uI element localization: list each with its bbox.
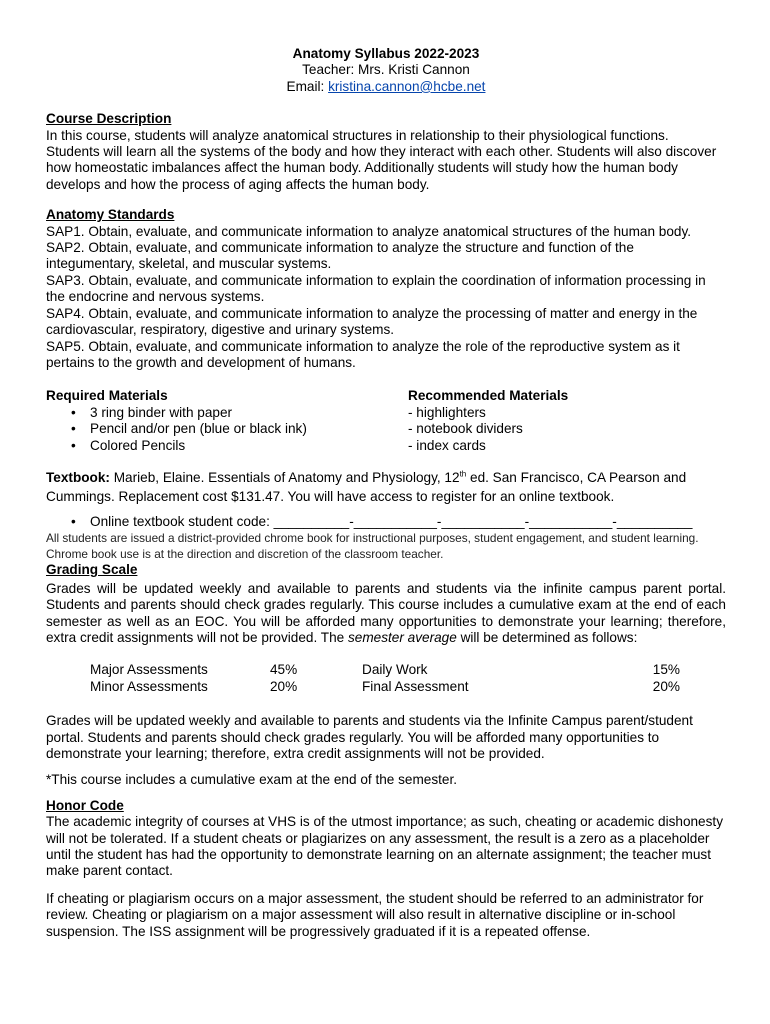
required-materials-heading: Required Materials bbox=[46, 388, 168, 404]
standards-heading: Anatomy Standards bbox=[46, 207, 175, 223]
standard-item: SAP5. Obtain, evaluate, and communicate information to analyze the role of the reproductive system as it pertains to the growth and development of humans. bbox=[46, 338, 680, 370]
list-item: • 3 ring binder with paper bbox=[90, 405, 408, 421]
honor-code-section bbox=[46, 798, 726, 940]
grading-section bbox=[46, 562, 726, 788]
textbook-citation-b: ed. San Francisco, CA Pearson and Cummings. Replacement cost $131.47. You will have access to register for an online textbook. bbox=[46, 469, 687, 504]
textbook-citation-a: Marieb, Elaine. Essentials of Anatomy and Physiology, 12 bbox=[109, 469, 460, 485]
textbook-text bbox=[46, 468, 726, 506]
list-item: • Pencil and/or pen (blue or black ink) bbox=[90, 421, 408, 437]
list-item: - highlighters bbox=[408, 404, 486, 420]
table-cell: Minor Assessments bbox=[90, 678, 208, 694]
syllabus-header bbox=[46, 46, 726, 95]
table-row bbox=[90, 662, 680, 678]
honor-code-paragraph: The academic integrity of courses at VHS is of the utmost importance; as such, cheating or academic dishonesty will not be tolerated. If a student cheats or plagiarizes on any assessment, the result is a zero as a placeholder until the student has had the opportunity to demonstrate learning on an alternate assignment; the teacher must make parent contact. bbox=[46, 814, 723, 879]
document-title: Anatomy Syllabus 2022-2023 bbox=[292, 46, 480, 61]
course-description-heading: Course Description bbox=[46, 111, 172, 127]
materials-section bbox=[46, 388, 726, 454]
list-item: - index cards bbox=[408, 437, 486, 453]
cumulative-exam-note: *This course includes a cumulative exam at the end of the semester. bbox=[46, 772, 458, 788]
chromebook-note: All students are issued a district-provided chrome book for instructional purposes, student engagement, and student learning. Chrome book use is at the direction and discretion of the classroom teacher. bbox=[46, 531, 699, 562]
email-label: Email: bbox=[286, 78, 329, 94]
table-cell: 20% bbox=[652, 678, 680, 694]
table-cell: Final Assessment bbox=[362, 678, 469, 694]
recommended-materials-heading: Recommended Materials bbox=[408, 388, 569, 404]
grading-intro bbox=[46, 581, 726, 647]
grading-heading: Grading Scale bbox=[46, 562, 138, 578]
table-cell: Major Assessments bbox=[90, 662, 208, 678]
grading-intro-end: will be determined as follows: bbox=[456, 629, 638, 645]
table-row bbox=[90, 679, 680, 695]
textbook-label: Textbook: bbox=[46, 469, 110, 485]
list-item: • Colored Pencils bbox=[90, 438, 408, 454]
email-line bbox=[46, 79, 726, 95]
required-materials-list bbox=[46, 405, 408, 454]
textbook-section bbox=[46, 468, 726, 506]
email-link[interactable]: kristina.cannon@hcbe.net bbox=[328, 78, 486, 94]
grading-intro-text: Grades will be updated weekly and available to parents and students via the infinite campus parent portal. Students and parents should check grades regularly. This course includes a cumulative exam at the end of each semester as well as an EOC. You will be afforded many opportunities to demonstrate your learning; therefore, extra credit assignments will not be provided. The bbox=[46, 580, 726, 645]
standards-section bbox=[46, 207, 726, 371]
recommended-materials bbox=[408, 388, 726, 454]
standard-item: SAP4. Obtain, evaluate, and communicate information to analyze the processing of matter and energy in the cardiovascular, respiratory, digestive and urinary systems. bbox=[46, 305, 698, 338]
table-cell: 15% bbox=[652, 662, 680, 678]
required-materials bbox=[46, 388, 408, 454]
grade-weights-table bbox=[90, 662, 680, 695]
semester-average-term: semester average bbox=[347, 629, 457, 645]
standard-item: SAP2. Obtain, evaluate, and communicate information to analyze the structure and function of the integumentary, skeletal, and muscular systems. bbox=[46, 240, 634, 272]
online-textbook-code: • Online textbook student code: __________-___________-___________-___________-__________ bbox=[90, 514, 726, 530]
honor-code-heading: Honor Code bbox=[46, 797, 124, 813]
table-cell: Daily Work bbox=[362, 662, 428, 678]
standard-item: SAP1. Obtain, evaluate, and communicate information to analyze anatomical structures of the human body. bbox=[46, 223, 692, 239]
textbook-ordinal: th bbox=[459, 469, 467, 479]
course-description-text: In this course, students will analyze anatomical structures in relationship to their physiological functions. Students will learn all the systems of the body and how they interact with each other. Students will also discover how homeostatic imbalances affect the human body. Additionally students will study how the human body develops and how the process of aging affects the human body. bbox=[46, 127, 717, 192]
grading-paragraph: Grades will be updated weekly and available to parents and students via the Infinite Campus parent/student portal. Students and parents should check grades regularly. You will be afforded many opportunities to demonstrate your learning; therefore, extra credit assignments will not be provided. bbox=[46, 713, 693, 761]
course-description-section bbox=[46, 111, 726, 193]
list-item: - notebook dividers bbox=[408, 421, 523, 437]
honor-code-paragraph: If cheating or plagiarism occurs on a major assessment, the student should be referred to an administrator for review. Cheating or plagiarism on a major assessment will also result in alternative discipline or in-school suspension. The ISS assignment will be progressively graduated if it is a repeated offense. bbox=[46, 890, 704, 939]
table-cell: 20% bbox=[270, 678, 298, 694]
online-code-list bbox=[46, 514, 726, 530]
table-cell: 45% bbox=[270, 662, 298, 678]
teacher-name: Teacher: Mrs. Kristi Cannon bbox=[302, 62, 470, 78]
standard-item: SAP3. Obtain, evaluate, and communicate information to explain the coordination of information processing in the endocrine and nervous systems. bbox=[46, 272, 706, 305]
